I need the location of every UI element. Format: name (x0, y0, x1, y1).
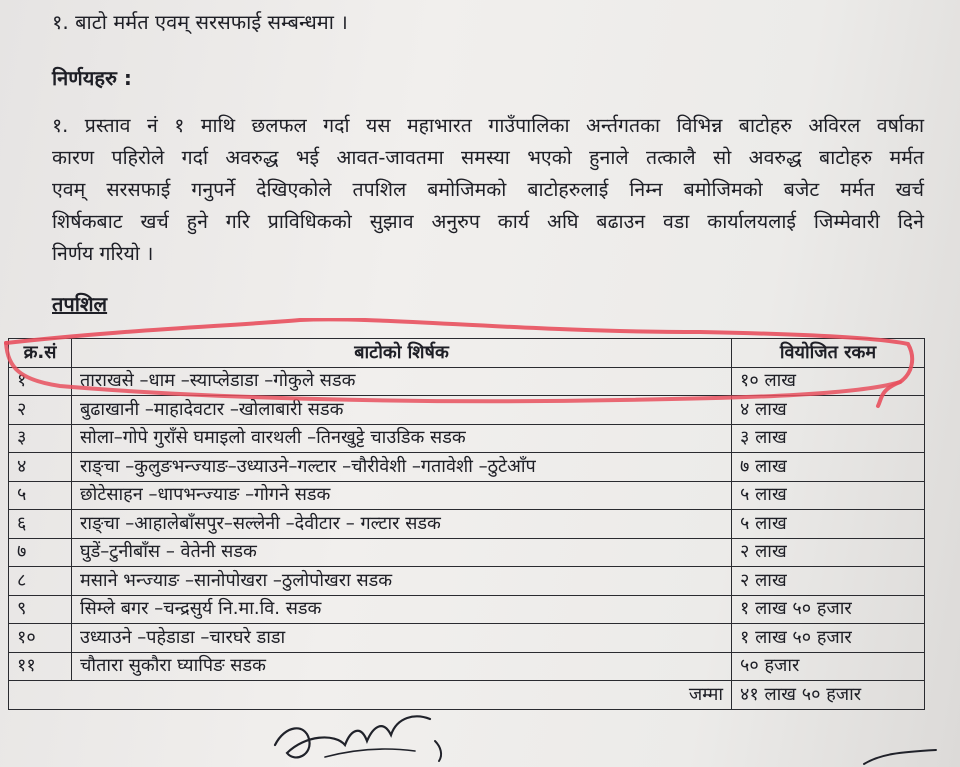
decisions-heading: निर्णयहरु : (52, 66, 132, 90)
row-amount: १ लाख ५० हजार (732, 595, 925, 624)
row-amount: ५० हजार (732, 652, 925, 681)
row-road-title: ताराखसे –धाम –स्याप्लेडाडा –गोकुले सडक (72, 367, 732, 396)
row-serial: ११ (9, 652, 72, 681)
row-serial: ५ (9, 481, 72, 510)
table-row (9, 538, 925, 567)
paragraph-line: कारण पहिरोले गर्दा अवरुद्ध भई आवत-जावतमा समस्या भएको हुनाले तत्कालै सो अवरुद्ध बाटोहरु मर्मत (52, 146, 924, 169)
row-amount: १० लाख (732, 367, 925, 396)
total-label: जम्मा (72, 681, 732, 710)
total-blank-cell (9, 681, 72, 710)
signature (265, 705, 445, 767)
row-road-title: सोला–गोपे गुराँसे घमाइलो वारथली –तिनखुट्टे चाउडिक सडक (72, 424, 732, 453)
row-amount: ५ लाख (732, 481, 925, 510)
schedule-heading: तपशिल (52, 292, 108, 316)
paragraph-line: निर्णय गरियो । (52, 242, 154, 265)
table-header-row (9, 339, 925, 368)
row-amount: ७ लाख (732, 453, 925, 482)
row-amount: ४ लाख (732, 396, 925, 425)
table-row (9, 424, 925, 453)
row-road-title: सिम्ले बगर –चन्द्रसुर्य नि.मा.वि. सडक (72, 595, 732, 624)
row-amount: २ लाख (732, 567, 925, 596)
row-serial: १० (9, 624, 72, 653)
row-serial: २ (9, 396, 72, 425)
row-serial: ६ (9, 510, 72, 539)
total-value: ४१ लाख ५० हजार (732, 681, 925, 710)
table-row (9, 481, 925, 510)
row-road-title: चौतारा सुकौरा घ्यापिङ सडक (72, 652, 732, 681)
row-road-title: घुडें–टुनीबाँस – वेतेनी सडक (72, 538, 732, 567)
paragraph-line: १. प्रस्ताव नं १ माथि छलफल गर्दा यस महाभारत गाउँपालिका अर्न्तगतका विभिन्न बाटोहरु अविरल वर्षाका (52, 114, 924, 137)
road-budget-table (8, 338, 925, 710)
decision-paragraph (52, 110, 924, 270)
paragraph-line: एवम् सरसफाई गनुपर्ने देखिएकोले तपशिल बमोजिमको बाटोहरुलाई निम्न बमोजिमको बजेट मर्मत खर्च (52, 178, 924, 201)
table-row (9, 595, 925, 624)
table-row (9, 567, 925, 596)
row-road-title: राङ्चा –आहालेबाँसपुर–सल्लेनी –देवीटार – गल्टार सडक (72, 510, 732, 539)
table-row (9, 652, 925, 681)
paragraph-line: शिर्षकबाट खर्च हुने गरि प्राविधिकको सुझाव अनुरुप कार्य अघि बढाउन वडा कार्यालयलाई जिम्मेवारी दिने (52, 210, 924, 233)
table-row (9, 367, 925, 396)
row-serial: ७ (9, 538, 72, 567)
header-road-title: बाटोको शिर्षक (72, 339, 732, 368)
row-amount: १ लाख ५० हजार (732, 624, 925, 653)
row-amount: ५ लाख (732, 510, 925, 539)
row-road-title: राङ्चा –कुलुङभन्ज्याङ–उध्याउने–गल्टार –चौरीवेशी –गतावेशी –ठुटेआँप (72, 453, 732, 482)
row-amount: ३ लाख (732, 424, 925, 453)
row-serial: ८ (9, 567, 72, 596)
row-amount: २ लाख (732, 538, 925, 567)
table-row (9, 453, 925, 482)
total-row (9, 681, 925, 710)
table-row (9, 624, 925, 653)
row-serial: ९ (9, 595, 72, 624)
header-serial: क्र.सं (9, 339, 72, 368)
row-road-title: मसाने भन्ज्याङ –सानोपोखरा –ठुलोपोखरा सडक (72, 567, 732, 596)
row-road-title: छोटेसाहन –धापभन्ज्याङ –गोगने सडक (72, 481, 732, 510)
signature-fragment (860, 748, 940, 767)
row-serial: ४ (9, 453, 72, 482)
row-serial: १ (9, 367, 72, 396)
header-allocated-amount: वियोजित रकम (732, 339, 925, 368)
row-serial: ३ (9, 424, 72, 453)
table-row (9, 396, 925, 425)
table-row (9, 510, 925, 539)
row-road-title: बुढाखानी –माहादेवटार –खोलाबारी सडक (72, 396, 732, 425)
item-heading: १. बाटो मर्मत एवम् सरसफाई सम्बन्धमा । (52, 10, 348, 34)
row-road-title: उध्याउने –पहेडाडा –चारघरे डाडा (72, 624, 732, 653)
